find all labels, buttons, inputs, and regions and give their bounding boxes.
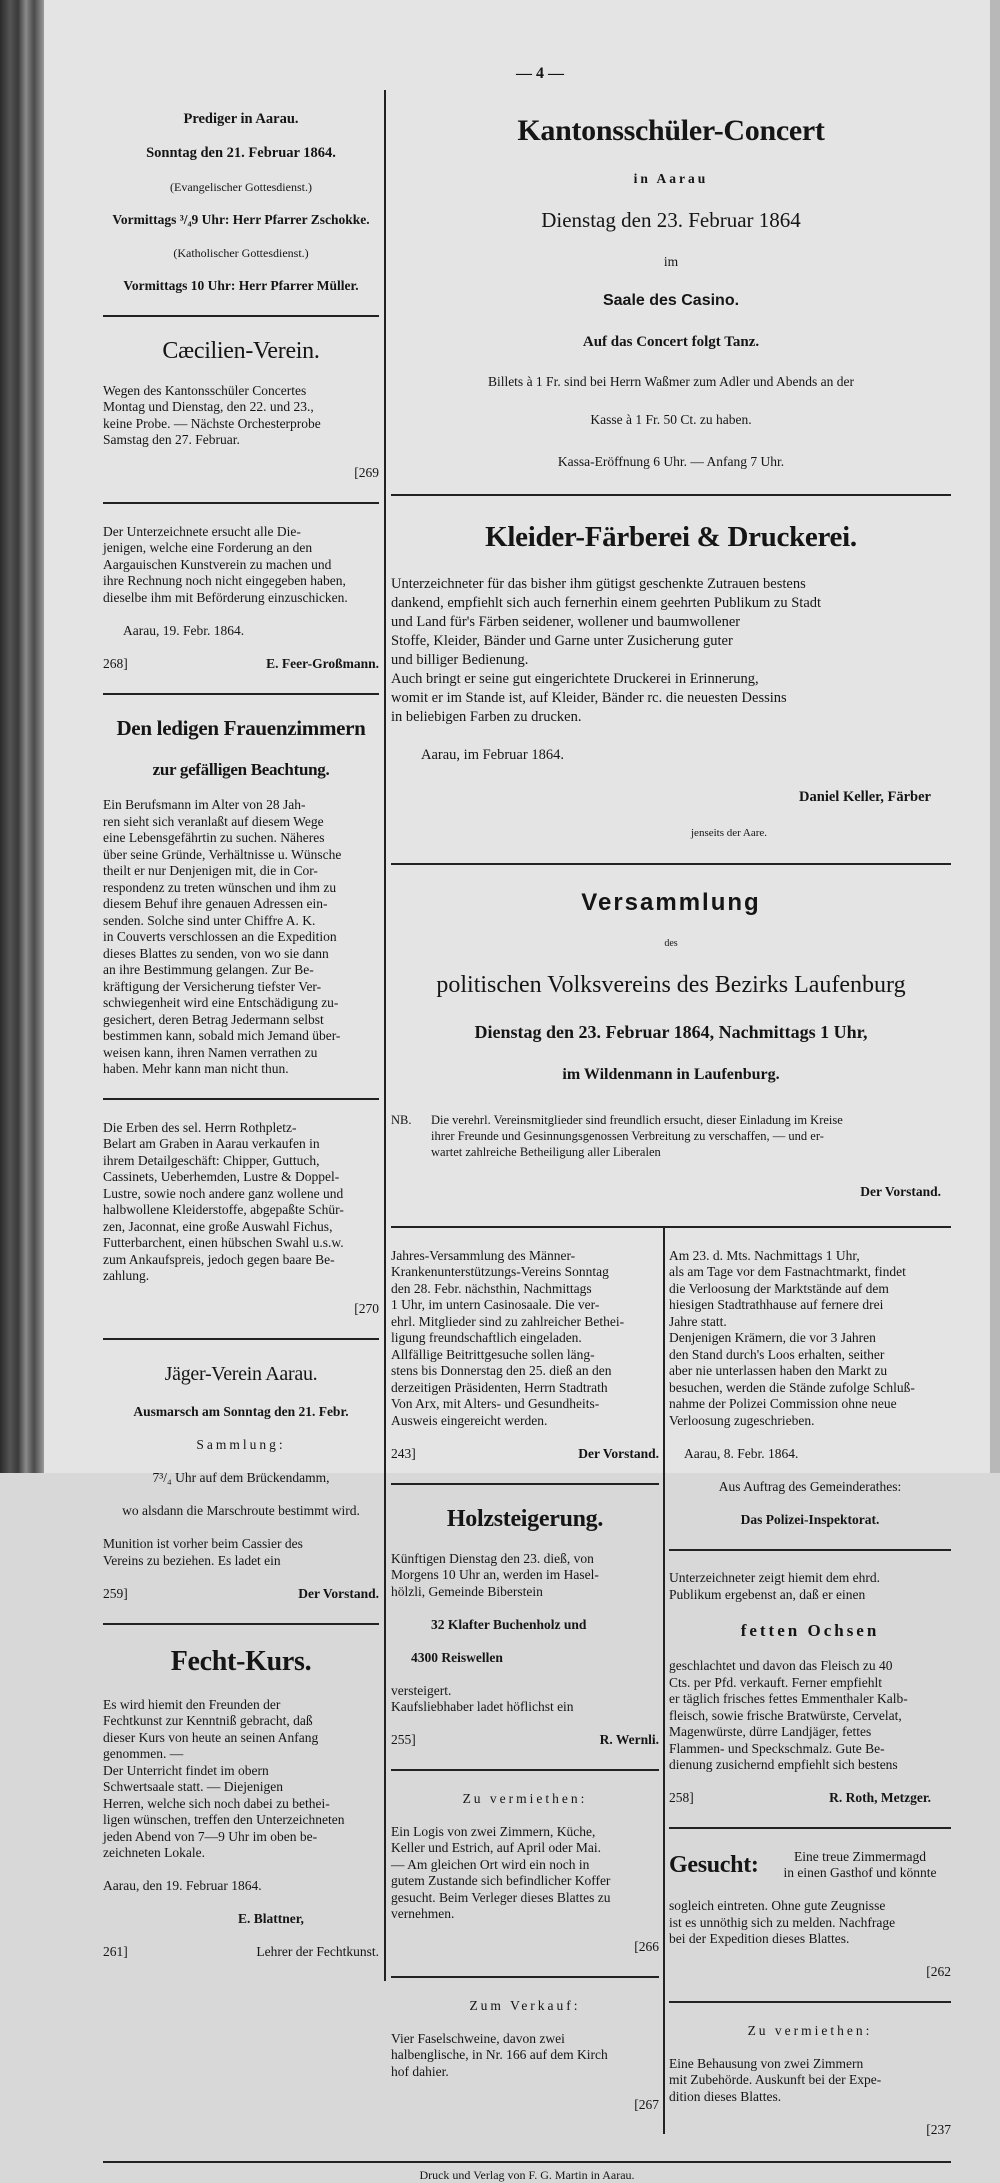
vermiethen-ad — [669, 2003, 951, 2159]
frauenzimmer-ad — [103, 695, 379, 1101]
faerberei-body: Unterzeichneter für das bisher ihm gütigst geschenkte Zutrauen bestens dankend, empfiehlt sich auch fernerhin einem geehrten Publikum zu Stadt und Land für's Färben seidener, wollener und baumwollener Stoffe, Kleider, Bänder und Garne unter Zusicherung guter und billiger Bedienung. Auch bringt er seine gut eingerichtete Druckerei in Erinnerung, womit er im Stande ist, auf Kleider, Bänder rc. die neuesten Dessins in beliebigen Farben zu drucken. — [391, 576, 822, 725]
ad-number: 255] — [391, 1732, 416, 1747]
signature-address: jenseits der Aare. — [691, 827, 768, 839]
versammlung-line: politischen Volksvereins des Bezirks Laufenburg — [436, 972, 906, 998]
ad-number: 268] — [103, 655, 128, 671]
jahres-body: Jahres-Versammlung des Männer- Krankenunterstützungs-Vereins Sonntag den 28. Febr. nächsthin, Nachmittags 1 Uhr, im untern Casinosaale. Die ver- ehrl. Mitglieder sind zu zahlreicher Bethei- ligung freundschaftlich eingeladen. Allfällige Beitrittgesuche sollen läng- stens bis Donnerstag den 25. dieß an den derzeitigen Präsidenten, Herrn Stadtrath Von Arx, mit Alters- und Gesundheits- Ausweis eingereicht werden. — [391, 1247, 625, 1428]
markt-line: Aus Auftrag des Gemeinderathes: — [718, 1478, 902, 1494]
prediger-line: Vormittags 10 Uhr: Herr Pfarrer Müller. — [123, 277, 359, 293]
erben-ad — [103, 1100, 379, 1340]
ad-number: 258] — [669, 1790, 694, 1805]
gesucht-body: sogleich eintreten. Ohne gute Zeugnisse ist es unnöthig sich zu melden. Nachfrage bei der Expedition dieses Blattes. — [669, 1898, 896, 1946]
holz-item: 32 Klafter Buchenholz und — [431, 1616, 587, 1632]
signature: Der Vorstand. — [860, 1184, 941, 1199]
holz-body: Künftigen Dienstag den 23. dieß, von Morgens 10 Uhr an, werden im Hasel- hölzli, Gemeinde Biberstein — [391, 1550, 599, 1599]
jahres-ad — [391, 1228, 659, 1485]
signature: R. Wernli. — [599, 1732, 659, 1747]
faerberei-title: Kleider-Färberei & Druckerei. — [485, 521, 857, 553]
concert-line: Billets à 1 Fr. sind bei Herrn Waßmer zum Adler und Abends an der — [487, 374, 855, 389]
verkauf-ad — [391, 1978, 659, 2134]
page-right-edge — [990, 0, 1000, 1473]
caecilien-ad — [103, 317, 379, 505]
concert-line: Auf das Concert folgt Tanz. — [582, 334, 760, 350]
gesucht-title: Gesucht: — [669, 1852, 759, 1878]
signature: Der Vorstand. — [298, 1585, 379, 1601]
holz-body: versteigert. Kaufsliebhaber ladet höflichst ein — [391, 1682, 574, 1714]
right-region — [391, 90, 951, 2159]
fecht-body: Es wird hiemit den Freunden der Fechtkunst zur Kenntniß gebracht, daß dieser Kurs von heute an seinen Anfang genommen. — Der Unterricht findet im obern Schwertsaale statt. — Diejenigen Herren, welche sich noch dabei zu bethei- ligen wünschen, treffen den Unterzeichneten jeden Abend von 7—9 Uhr im oben be- zeichneten Lokale. — [103, 1696, 345, 1860]
middle-column — [391, 1228, 665, 2134]
markt-body: Am 23. d. Mts. Nachmittags 1 Uhr, als am Tage vor dem Fastnachtmarkt, findet die Verloosung der Marktstände auf dem hiesigen Stadtrathhause auf fernere drei Jahre statt. Denjenigen Krämern, die vor 3 Jahren den Stand durch's Loos erhalten, seither aber nie unterlassen haben den Markt zu besuchen, werden die Stände zufolge Schluß- nahme der Polizei Commission ohne neue Verloosung zugeschrieben. — [669, 1247, 915, 1428]
signature: Daniel Keller, Färber — [799, 789, 931, 805]
jaeger-line: Sammlung: — [196, 1437, 286, 1452]
prediger-line: (Katholischer Gottesdienst.) — [173, 245, 309, 260]
concert-ad — [391, 90, 951, 496]
kunstverein-body: Der Unterzeichnete ersucht alle Die- jenigen, welche eine Forderung an den Aargauischen Kunstverein zu machen und ihre Rechnung noch nicht eingegeben haben, dieselbe ihm mit Beförderung einzuschicken. — [103, 523, 348, 605]
page-content — [103, 90, 951, 2183]
faerberei-date: Aarau, im Februar 1864. — [421, 747, 564, 763]
vermiethen-ad — [391, 1771, 659, 1978]
ochsen-body: geschlachtet und davon das Fleisch zu 40 Cts. per Pfd. verkauft. Ferner empfiehlt er täglich frisches fettes Emmenthaler Kalb- fleisch, sowie frische Bratwürste, Cervelat, Magenwürste, dürre Landjäger, fettes Flammen- und Speckschmalz. Gute Be- dienung zusichernd empfiehlt sich bestens — [669, 1658, 908, 1772]
kunstverein-ad — [103, 504, 379, 695]
versammlung-title: Versammlung — [581, 889, 761, 916]
prediger-line: Vormittags ³/₄9 Uhr: Herr Pfarrer Zschokke. — [112, 211, 370, 227]
versammlung-line: Dienstag den 23. Februar 1864, Nachmittags 1 Uhr, — [474, 1022, 868, 1042]
imprint-footer: Druck und Verlag von F. G. Martin in Aarau. — [103, 2161, 951, 2183]
jaeger-title: Jäger-Verein Aarau. — [164, 1362, 318, 1385]
ad-number: [266 — [634, 1939, 659, 1954]
versammlung-line: des — [664, 938, 678, 949]
fecht-ad — [103, 1625, 379, 1982]
page-number: — 4 — — [516, 65, 564, 82]
jaeger-ad — [103, 1340, 379, 1625]
frauenzimmer-body: Ein Berufsmann im Alter von 28 Jah- ren sieht sich veranlaßt auf diesem Wege eine Lebensgefährtin zu suchen. Näheres über seine Gründe, Verhältnisse u. Wünsche theilt er nur Denjenigen mit, die in Cor- respondenz zu treten wünschen und ihm zu diesem Behuf ihre genauen Adressen ein- senden. Solche sind unter Chiffre A. K. in Couverts verschlossen an die Expedition dieses Blattes zu senden, von wo sie dann an ihre Bestimmung gelangen. Zur Be- kräftigung der Versicherung tiefster Ver- schwiegenheit wird eine Entschädigung zu- gesichert, deren Betrag Jedermann selbst bestimmen kann, sobald mich Jemand über- weisen kann, ihren Namen verrathen zu haben. Mehr kann man nicht thun. — [103, 797, 342, 1076]
prediger-date: Sonntag den 21. Februar 1864. — [146, 145, 336, 161]
concert-title: Kantonsschüler-Concert — [517, 114, 825, 147]
markt-ad — [669, 1228, 951, 1551]
markt-date: Aarau, 8. Febr. 1864. — [684, 1445, 799, 1461]
jaeger-line: wo alsdann die Marschroute bestimmt wird. — [122, 1503, 360, 1518]
book-binding-edge — [0, 0, 44, 1473]
verkauf-title: Zum Verkauf: — [469, 1997, 581, 2013]
vermiethen-body: Eine Behausung von zwei Zimmern mit Zubehörde. Auskunft bei der Expe- dition dieses Blattes. — [669, 2055, 882, 2104]
concert-venue: Saale des Casino. — [602, 292, 740, 309]
concert-line: in Aarau — [633, 171, 709, 186]
fecht-date: Aarau, den 19. Februar 1864. — [103, 1878, 262, 1893]
ochsen-title: fetten Ochsen — [740, 1620, 880, 1640]
concert-date: Dienstag den 23. Februar 1864 — [541, 208, 801, 232]
ochsen-body: Unterzeichneter zeigt hiemit dem ehrd. Publikum ergebenst an, daß er einen — [669, 1570, 881, 1602]
prediger-title: Prediger in Aarau. — [183, 110, 299, 127]
holz-title: Holzsteigerung. — [446, 1506, 604, 1532]
signature: Das Polizei-Inspektorat. — [740, 1511, 880, 1527]
erben-body: Die Erben des sel. Herrn Rothpletz- Belart am Graben in Aarau verkaufen in ihrem Detailgeschäft: Chipper, Guttuch, Cassinets, Ueberhemden, Lustre & Doppel- Lustre, sowie noch andere ganz wollene und halbwollene Kleiderstoffe, abgepaßte Schür- zen, Jaconnat, eine große Auswahl Fichus, Futterbarchent, einen hübschen Swahl u.s.w. zum Ankaufspreis, jedoch gegen baare Be- zahlung. — [103, 1119, 344, 1283]
holz-ad — [391, 1485, 659, 1772]
ad-number: [267 — [634, 2096, 659, 2112]
signature: E. Blattner, — [238, 1911, 304, 1926]
gesucht-line: Eine treue Zimmermagd — [794, 1848, 926, 1864]
right-column — [669, 1228, 951, 2159]
concert-line: Kasse à 1 Fr. 50 Ct. zu haben. — [590, 412, 752, 427]
caecilien-body: Wegen des Kantonsschüler Concertes Montag und Dienstag, den 22. und 23., keine Probe. — Nächste Orchesterprobe Samstag den 27. Februar. — [103, 382, 321, 447]
signature: R. Roth, Metzger. — [829, 1790, 931, 1805]
kunstverein-date: Aarau, 19. Febr. 1864. — [123, 622, 245, 638]
fecht-title: Fecht-Kurs. — [170, 1646, 312, 1677]
vermiethen-title: Zu vermiethen: — [747, 2022, 873, 2038]
ad-number: [237 — [926, 2121, 951, 2137]
nb-label: NB. — [391, 1113, 412, 1127]
signature: E. Feer-Großmann. — [266, 655, 379, 671]
ad-number: [270 — [354, 1301, 379, 1316]
signature: Der Vorstand. — [578, 1445, 659, 1461]
jaeger-line: Ausmarsch am Sonntag den 21. Febr. — [133, 1404, 349, 1419]
versammlung-line: im Wildenmann in Laufenburg. — [562, 1066, 780, 1083]
versammlung-body: Die verehrl. Vereinsmitglieder sind freundlich ersucht, dieser Einladung im Kreise ihrer Freunde und Gesinnungsgenossen Verbreitung zu verschaffen, — und er- wartet zahlreiche Betheiligung aller Liberalen — [431, 1113, 843, 1159]
vermiethen-body: Ein Logis von zwei Zimmern, Küche, Keller und Estrich, auf April oder Mai. — Am gleichen Ort wird ein noch in gutem Zustande sich befindlicher Koffer gesucht. Beim Verleger dieses Blattes zu vernehmen. — [391, 1823, 611, 1921]
gesucht-line: in einen Gasthof und könnte — [783, 1865, 937, 1880]
frauenzimmer-title: Den ledigen Frauenzimmern — [116, 716, 366, 740]
prediger-line: (Evangelischer Gottesdienst.) — [170, 179, 312, 194]
concert-line: Kassa-Eröffnung 6 Uhr. — Anfang 7 Uhr. — [557, 454, 785, 469]
ad-number: 243] — [391, 1445, 416, 1461]
holz-item: 4300 Reiswellen — [411, 1649, 503, 1665]
jaeger-line: 7³/₄ Uhr auf dem Brückendamm, — [152, 1470, 330, 1485]
vermiethen-title: Zu vermiethen: — [462, 1790, 588, 1806]
faerberei-ad — [391, 496, 951, 865]
concert-line: im — [663, 254, 679, 269]
left-column — [103, 90, 386, 1981]
versammlung-ad — [391, 865, 951, 1226]
jaeger-body: Munition ist vorher beim Cassier des Vereins zu beziehen. Es ladet ein — [103, 1536, 303, 1568]
frauenzimmer-subtitle: zur gefälligen Beachtung. — [152, 759, 330, 779]
caecilien-title: Cæcilien-Verein. — [162, 338, 320, 364]
gesucht-ad — [669, 1829, 951, 2003]
ad-number: [262 — [926, 1964, 951, 1979]
ochsen-ad — [669, 1551, 951, 1830]
signature-title: Lehrer der Fechtkunst. — [256, 1944, 379, 1959]
ad-number: [269 — [354, 465, 379, 480]
verkauf-body: Vier Faselschweine, davon zwei halbenglische, in Nr. 166 auf dem Kirch hof dahier. — [391, 2030, 608, 2079]
ad-number: 259] — [103, 1585, 128, 1601]
prediger-notice — [103, 90, 379, 317]
ad-number: 261] — [103, 1944, 128, 1959]
